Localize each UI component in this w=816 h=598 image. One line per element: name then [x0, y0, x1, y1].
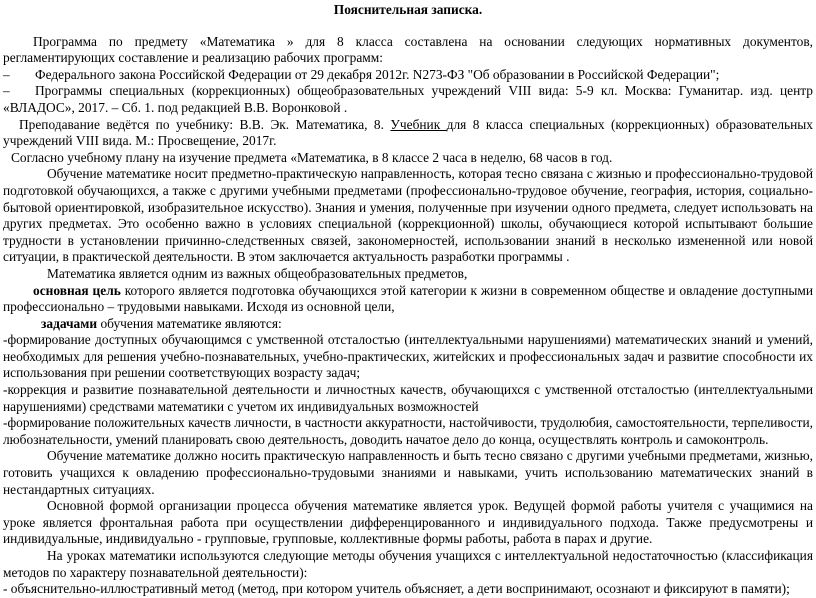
list-item: - объяснительно-иллюстративный метод (метод, при котором учитель объясняет, а дети воспринимают, осознают и фиксируют в памяти);	[3, 581, 790, 597]
tasks-bold: задачами	[41, 315, 101, 331]
tasks-text: обучения математике являются:	[100, 315, 282, 331]
dash-marker: –	[3, 66, 10, 82]
intro-paragraph: Программа по предмету «Математика » для 8 класса составлена на основании следующих нормативных документов, регламентирующих составление и реализацию рабочих программ:	[3, 33, 813, 66]
goal-text: которого является подготовка обучающихся этой категории к жизни в современном обществе и овладение доступными профессионально – трудовыми навыками. Исходя из основной цели,	[3, 282, 813, 315]
list-item-text: Программы специальных (коррекционных) общеобразовательных учреждений VIII вида: 5-9 кл. Москва: Гуманитар. изд. центр «ВЛАДОС», 2017. – Сб. 1. под редакцией В.В. Воронковой .	[3, 83, 813, 115]
practical-paragraph: Обучение математике должно носить практическую направленность и быть тесно связано с другими учебными предметами, жизнью, готовить учащихся к овладению профессионально-трудовыми знаниями и навыками, учить использованию математических знаний в нестандартных ситуациях.	[3, 448, 813, 497]
list-item: -формирование положительных качеств личности, в частности аккуратности, настойчивости, трудолюбия, самостоятельности, терпеливости, любознательности, умений планировать свою деятельность, доводить начатое дело до конца, осуществлять контроль и самоконтроль.	[3, 415, 813, 447]
document-title: Пояснительная записка.	[333, 2, 483, 17]
textbook-paragraph	[3, 117, 813, 150]
list-item	[3, 83, 813, 116]
list-item: -коррекция и развитие познавательной деятельности и личностных качеств, обучающихся с умственной отсталостью (интеллектуальными нарушениями) средствами математики с учетом их индивидуальных возможностей	[3, 382, 813, 414]
goal-bold: основная цель	[33, 282, 125, 298]
dash-marker: –	[3, 83, 10, 99]
textbook-text: Преподавание ведётся по учебнику: В.В. Эк. Математика, 8.	[19, 116, 391, 132]
list-item	[3, 67, 813, 84]
forms-paragraph: Основной формой организации процесса обучения математике является урок. Ведущей формой работы учителя с учащимися на уроке является фронтальная работа при осуществлении дифференцированного и индивидуального подхода. Также предусмотрены и индивидуальные, индивидуально - групповые, групповые, коллективные формы работы, работа в парах и другие.	[3, 498, 813, 547]
main-paragraph: Обучение математике носит предметно-практическую направленность, которая тесно связана с жизнью и профессионально-трудовой подготовкой обучающихся, а также с другими учебными предметами (профессионально-трудовое обучение, география, история, социально-бытовой ориентировкой, изобразительное искусство). Знания и умения, полученные при изучении одного предмета, следует использовать на других предметах. Это особенно важно в условиях специальной (коррекционной) школы, обучающиеся которой испытывают большие трудности в установлении причинно-следственных связей, закономерностей, использовании знаний в несколько измененной или новой ситуации, в практической деятельности. В этом заключается актуальность разработки программы .	[3, 166, 813, 265]
goal-paragraph	[3, 283, 813, 316]
methods-paragraph: На уроках математики используются следующие методы обучения учащихся с интеллектуальной недостаточностью (классификация методов по характеру познавательной деятельности):	[3, 548, 813, 580]
subject-paragraph: Математика является одним из важных общеобразовательных предметов,	[47, 265, 468, 281]
textbook-text-rest: для 8 класса специальных (коррекционных) образовательных учреждений VIII вида. М.: Просвещение, 2017г.	[3, 116, 813, 149]
textbook-underlined: Учебник	[390, 116, 447, 132]
tasks-heading	[3, 316, 813, 333]
plan-paragraph: Согласно учебному плану на изучение предмета «Математика, в 8 классе 2 часа в неделю, 68 часов в год.	[11, 149, 613, 165]
list-item-text: Федерального закона Российской Федерации от 29 декабря 2012г. N273-ФЗ "Об образовании в Российской Федерации";	[35, 66, 720, 82]
list-item: -формирование доступных обучающимся с умственной отсталостью (интеллектуальными нарушениями) математических знаний и умений, необходимых для решения учебно-познавательных, учебно-практических, житейских и профессиональных задач и развитие способности их использования при решении соответствующих возрасту задач;	[3, 332, 813, 381]
